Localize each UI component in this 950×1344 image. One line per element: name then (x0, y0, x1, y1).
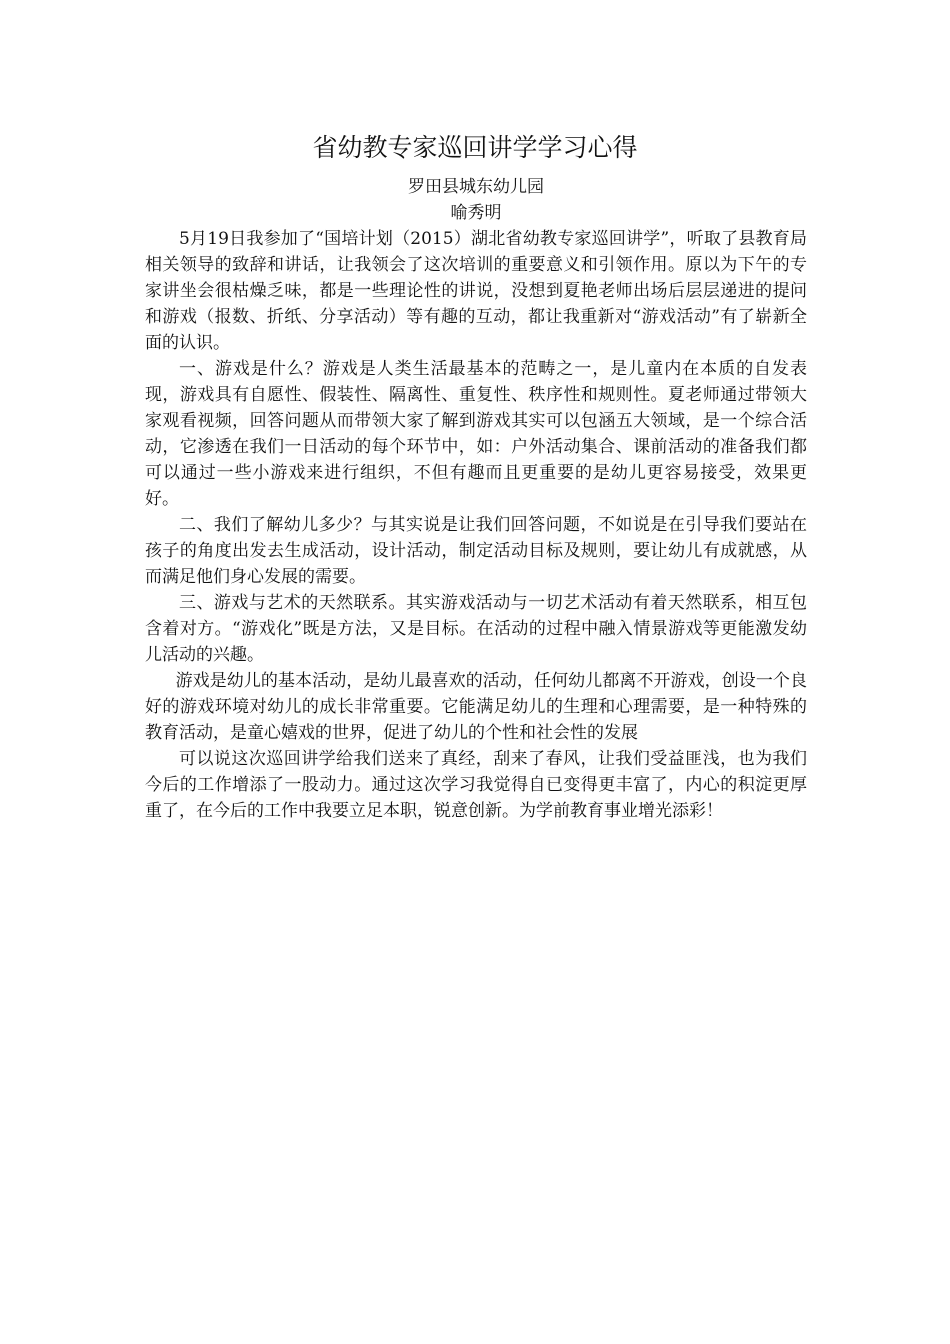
paragraph-section-three: 三、游戏与艺术的天然联系。其实游戏活动与一切艺术活动有着天然联系，相互包含着对方。“游戏化”既是方法，又是目标。在活动的过程中融入情景游戏等更能激发幼儿活动的兴趣。 (145, 593, 807, 665)
paragraph-intro: 5月19日我参加了“国培计划（2015）湖北省幼教专家巡回讲学”，听取了县教育局相关领导的致辞和讲话，让我领会了这次培训的重要意义和引领作用。原以为下午的专家讲坐会很枯燥乏味，都是一些理论性的讲说，没想到夏艳老师出场后层层递进的提问和游戏（报数、折纸、分享活动）等有趣的互动，都让我重新对“游戏活动”有了崭新全面的认识。 (145, 229, 807, 353)
author-name: 喻秀明 (450, 203, 502, 223)
paragraph-section-two: 二、我们了解幼儿多少？与其实说是让我们回答问题，不如说是在引导我们要站在孩子的角度出发去生成活动，设计活动，制定活动目标及规则，要让幼儿有成就感，从而满足他们身心发展的需要。 (145, 515, 807, 587)
paragraph-play-importance: 游戏是幼儿的基本活动，是幼儿最喜欢的活动，任何幼儿都离不开游戏，创设一个良好的游戏环境对幼儿的成长非常重要。它能满足幼儿的生理和心理需要，是一种特殊的教育活动，是童心嬉戏的世界，促进了幼儿的个性和社会性的发展 (145, 671, 807, 743)
paragraph-conclusion: 可以说这次巡回讲学给我们送来了真经，刮来了春风，让我们受益匪浅，也为我们今后的工作增添了一股动力。通过这次学习我觉得自已变得更丰富了，内心的积淀更厚重了，在今后的工作中我要立足本职，锐意创新。为学前教育事业增光添彩！ (145, 749, 807, 821)
paragraph-section-one: 一、游戏是什么？游戏是人类生活最基本的范畴之一，是儿童内在本质的自发表现，游戏具有自愿性、假装性、隔离性、重复性、秩序性和规则性。夏老师通过带领大家观看视频，回答问题从而带领大家了解到游戏其实可以包涵五大领域，是一个综合活动，它渗透在我们一日活动的每个环节中，如：户外活动集合、课前活动的准备我们都可以通过一些小游戏来进行组织，不但有趣而且更重要的是幼儿更容易接受，效果更好。 (145, 359, 807, 509)
document-title: 省幼教专家巡回讲学学习心得 (312, 133, 638, 162)
organization-name: 罗田县城东幼儿园 (408, 177, 544, 197)
document-body (145, 174, 807, 824)
